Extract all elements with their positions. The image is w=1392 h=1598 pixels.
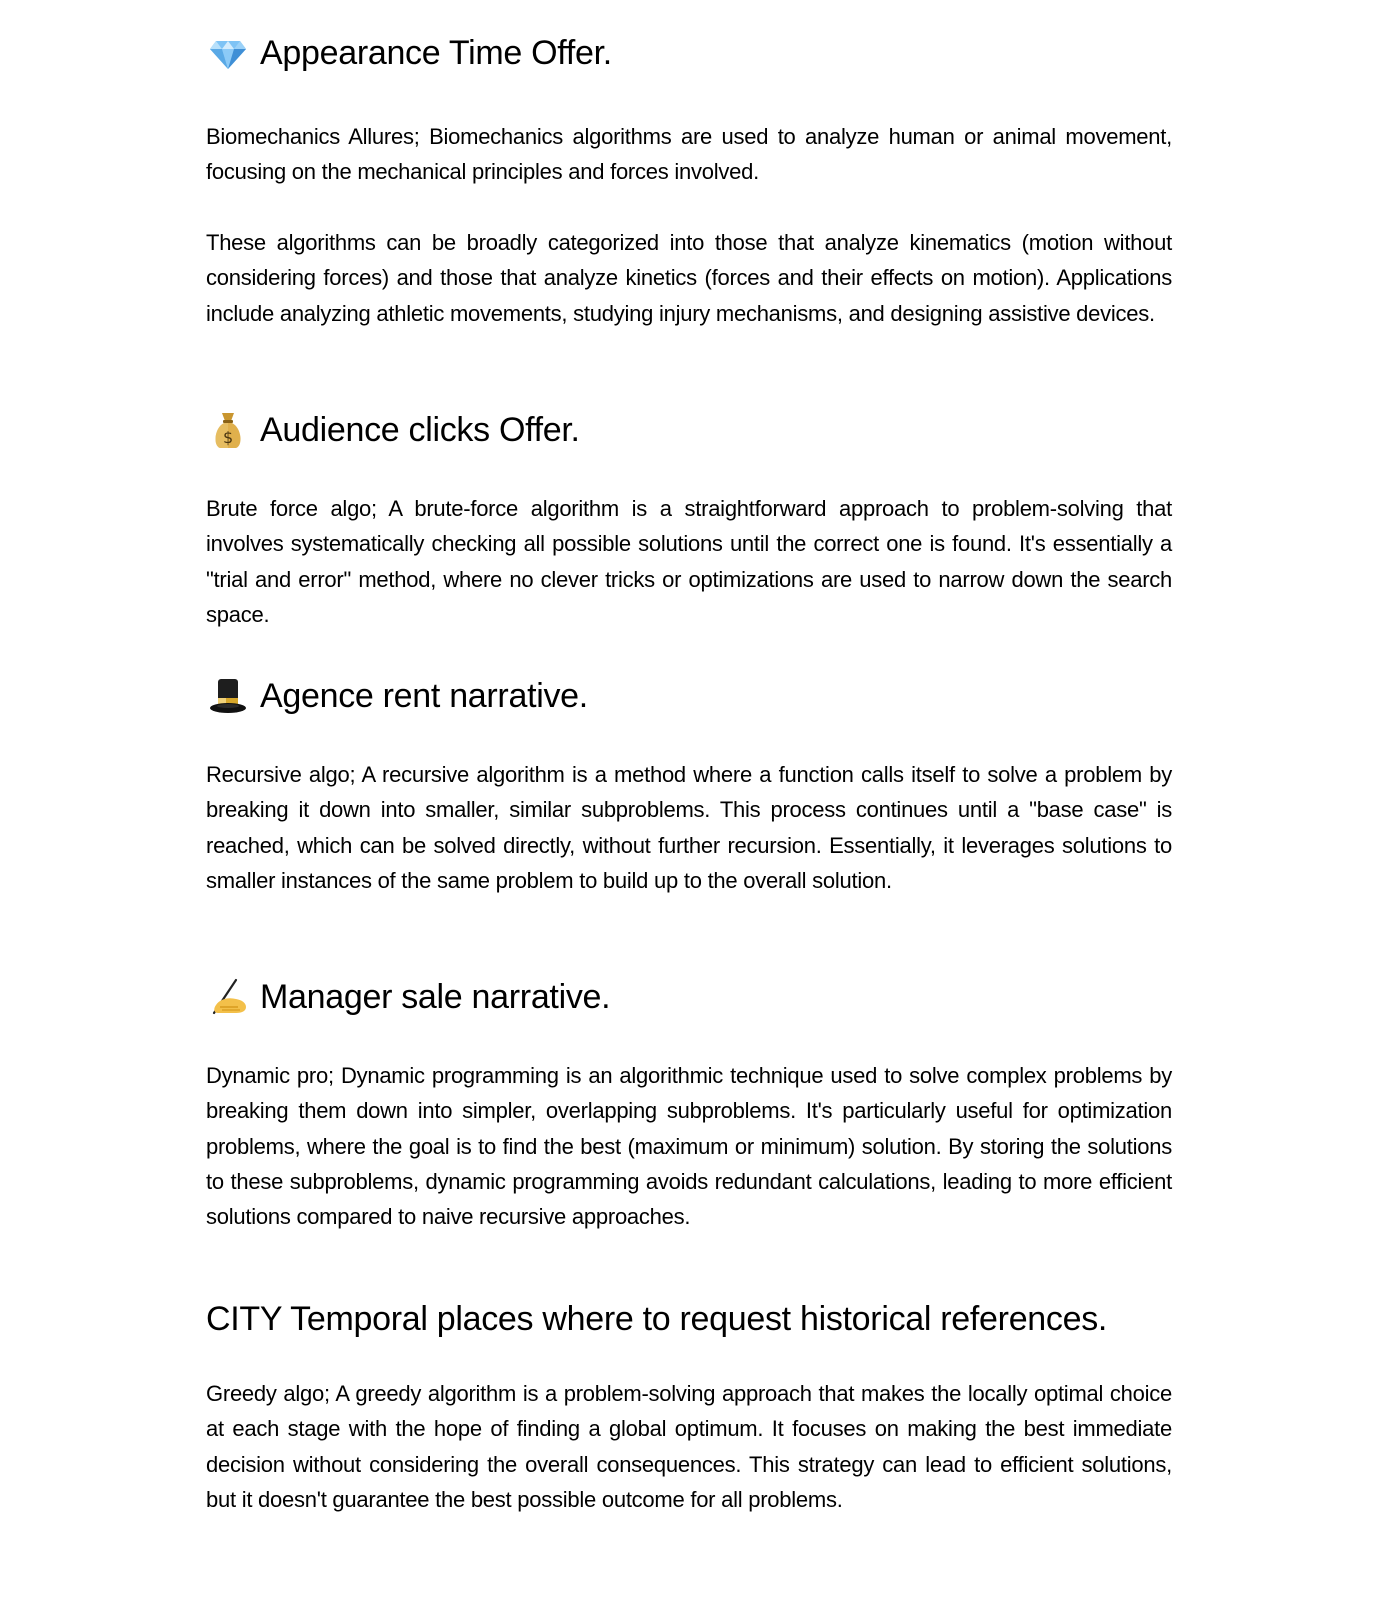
paragraph: Biomechanics Allures; Biomechanics algorithms are used to analyze human or animal movement, focusing on the mechanical principles and forces involved. <box>206 124 1172 185</box>
paragraph: Brute force algo; A brute-force algorithm is a straightforward approach to problem-solving that involves systematically checking all possible solutions until the correct one is found. It's essentially a "trial and error" method, where no clever tricks or optimizations are used to narrow down the search space. <box>206 496 1172 627</box>
paragraph: Dynamic pro; Dynamic programming is an algorithmic technique used to solve complex problems by breaking them down into simpler, overlapping subproblems. It's particularly useful for optimization problems, where the goal is to find the best (maximum or minimum) solution. By storing the solutions to these subproblems, dynamic programming avoids redundant calculations, leading to more efficient solutions compared to naive recursive approaches. <box>206 1063 1172 1230</box>
paragraph: Greedy algo; A greedy algorithm is a problem-solving approach that makes the locally optimal choice at each stage with the hope of finding a global optimum. It focuses on making the best immediate decision without considering the overall consequences. This strategy can lead to efficient solutions, but it doesn't guarantee the best possible outcome for all problems. <box>206 1381 1172 1512</box>
money-bag-icon <box>206 408 250 452</box>
section-heading-text: Appearance Time Offer. <box>260 34 612 72</box>
section-heading-text: Audience clicks Offer. <box>260 411 580 449</box>
top-hat-icon <box>206 674 250 718</box>
section-heading-text: Manager sale narrative. <box>260 978 611 1016</box>
section-heading-text: Agence rent narrative. <box>260 677 588 715</box>
section-heading <box>206 975 1172 1019</box>
paragraph: Recursive algo; A recursive algorithm is a method where a function calls itself to solve a problem by breaking it down into smaller, similar subproblems. This process continues until a "base case" is reached, which can be solved directly, without further recursion. Essentially, it leverages solutions to smaller instances of the same problem to build up to the overall solution. <box>206 762 1172 893</box>
paragraph: These algorithms can be broadly categorized into those that analyze kinematics (motion without considering forces) and those that analyze kinetics (forces and their effects on motion). Applications include analyzing athletic movements, studying injury mechanisms, and designing assistive devices. <box>206 230 1172 326</box>
svg-text:$: $ <box>223 428 233 447</box>
section-heading <box>206 1297 1172 1341</box>
section-heading <box>206 408 1172 452</box>
section-heading-text: CITY Temporal places where to request historical references. <box>206 1300 1108 1338</box>
writing-hand-icon <box>206 975 250 1019</box>
section-heading <box>206 31 1172 75</box>
section-heading <box>206 674 1172 718</box>
gem-icon <box>206 31 250 75</box>
